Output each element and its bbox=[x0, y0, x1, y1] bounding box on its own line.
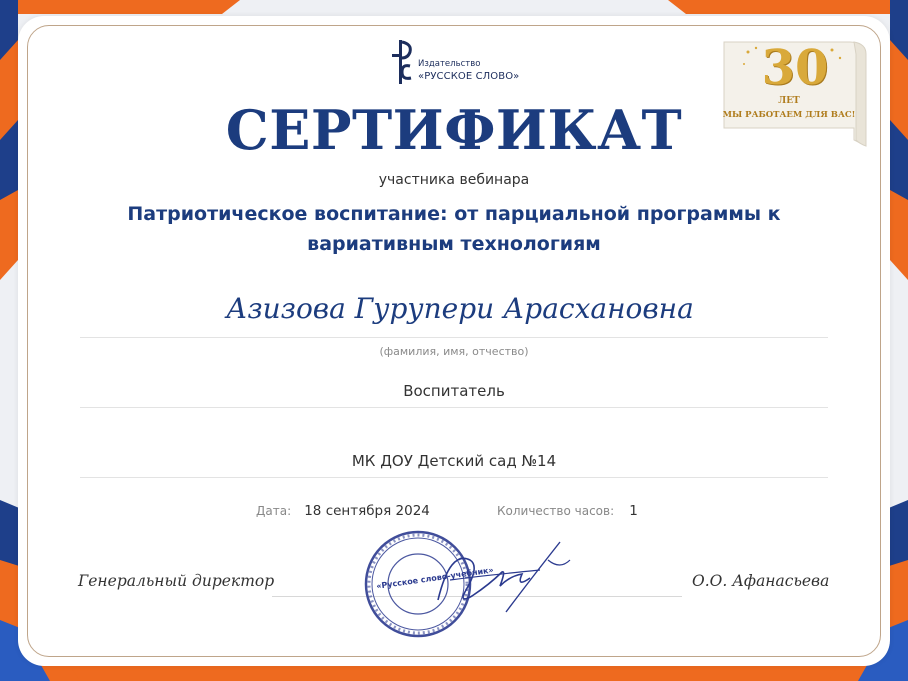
hours-value: 1 bbox=[629, 503, 638, 519]
organization-underline bbox=[80, 477, 828, 478]
name-hint: (фамилия, имя, отчество) bbox=[379, 345, 529, 358]
webinar-topic-line2: вариативным технологиям bbox=[307, 233, 601, 255]
certificate-subtitle: участника вебинара bbox=[378, 172, 530, 188]
date-label: Дата: bbox=[256, 504, 292, 518]
anniversary-number: 30 bbox=[761, 40, 829, 96]
webinar-topic bbox=[110, 199, 798, 259]
certificate-title: СЕРТИФИКАТ bbox=[225, 98, 683, 162]
publisher-name: «РУССКОЕ СЛОВО» bbox=[418, 71, 520, 82]
publisher-label: Издательство bbox=[418, 59, 481, 69]
signatory-name: О.О. Афанасьева bbox=[692, 572, 830, 590]
webinar-topic-line1: Патриотическое воспитание: от парциальной программы к bbox=[127, 203, 781, 225]
publisher-logo bbox=[392, 40, 522, 86]
anniversary-years: ЛЕТ bbox=[778, 96, 800, 106]
participant-name: Азизова Гурупери Арасхановна bbox=[226, 292, 694, 325]
stamp-center-text: «Русское слово-учебник» bbox=[375, 565, 495, 591]
date-field bbox=[256, 500, 430, 519]
participant-position: Воспитатель bbox=[403, 382, 505, 400]
name-underline bbox=[80, 337, 828, 338]
signatory-role: Генеральный директор bbox=[78, 572, 275, 590]
anniversary-slogan: МЫ РАБОТАЕМ ДЛЯ ВАС! bbox=[722, 110, 856, 120]
date-value: 18 сентября 2024 bbox=[304, 503, 430, 519]
publisher-logo-icon bbox=[392, 40, 414, 84]
participant-organization: МК ДОУ Детский сад №14 bbox=[351, 452, 557, 470]
hours-field bbox=[497, 500, 638, 519]
handwritten-signature bbox=[410, 530, 580, 620]
position-underline bbox=[80, 407, 828, 408]
hours-label: Количество часов: bbox=[497, 504, 615, 518]
